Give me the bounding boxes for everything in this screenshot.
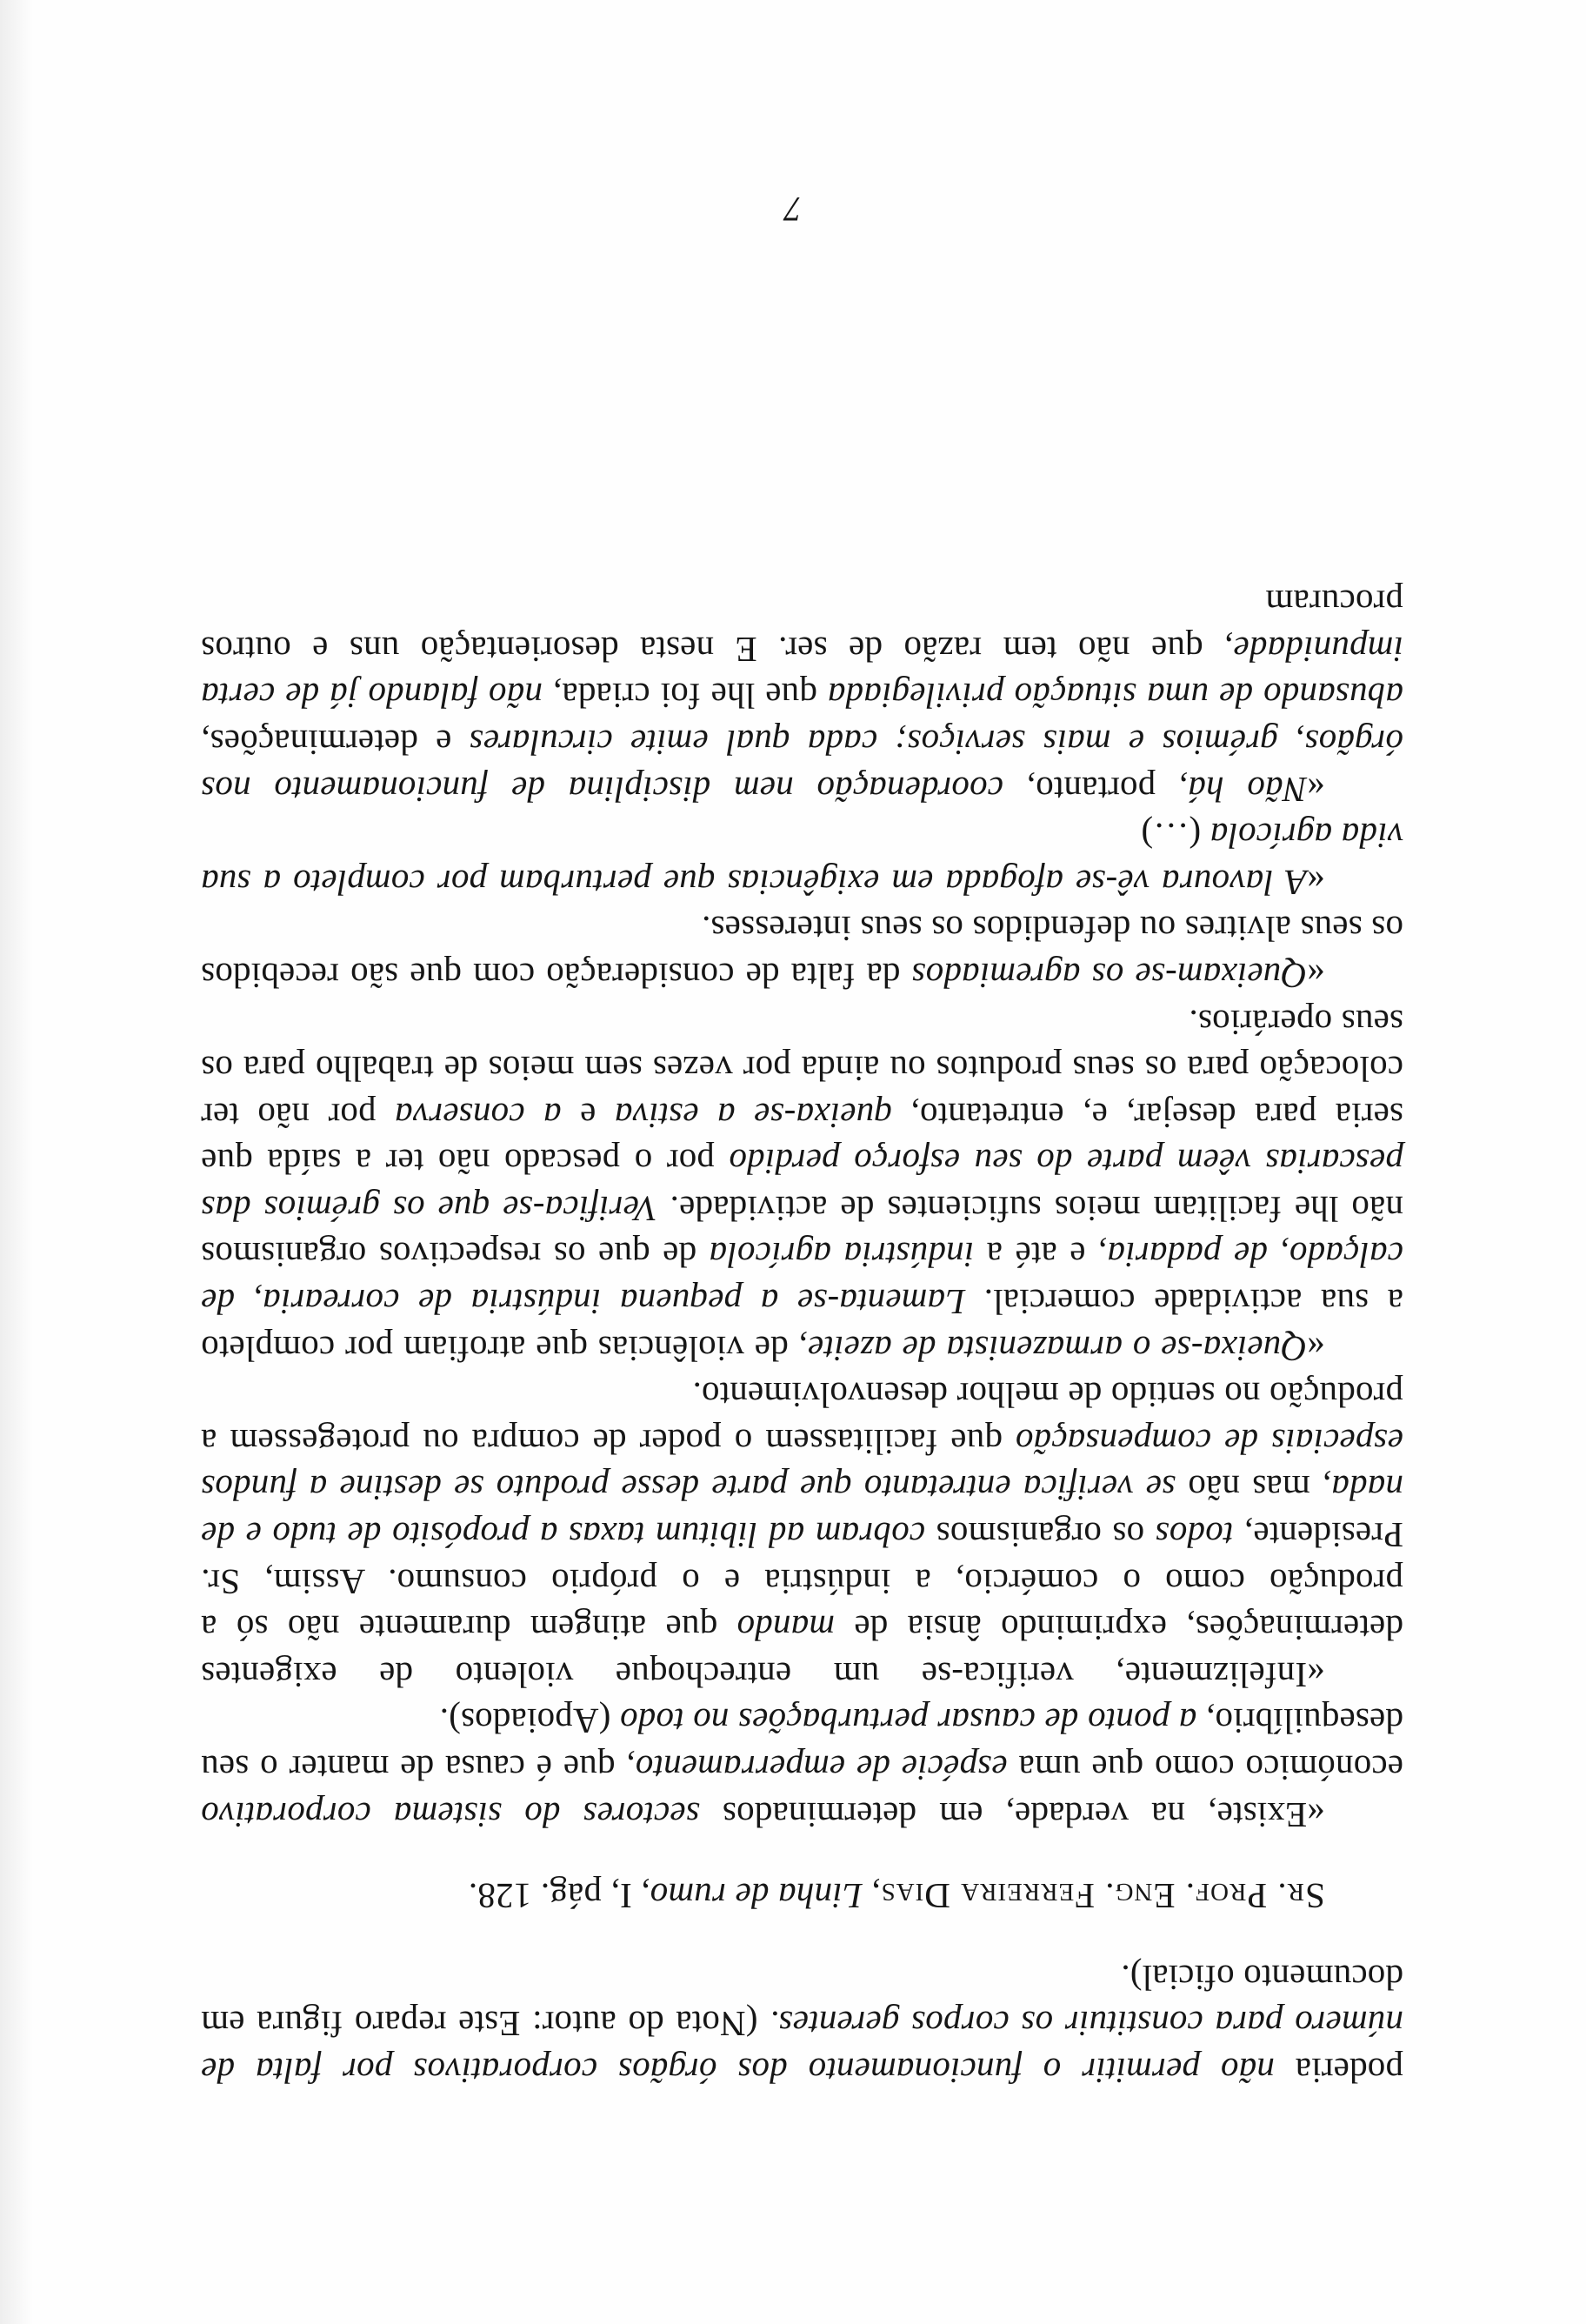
italic-text-run: indústria agrícola: [709, 1235, 975, 1276]
text-run: (Apoiados).: [439, 1701, 620, 1742]
italic-text-run: Linha de rumo: [650, 1876, 863, 1917]
text-run: da falta de consideração com que são recebidos os seus alvitres ou defendidos os seus interesses.: [201, 909, 1403, 996]
text-run: que é causa de manter o seu desequilíbrio,: [201, 1701, 1403, 1789]
text-block: [201, 579, 1403, 2094]
paragraph-quote: [201, 998, 1403, 1372]
text-run: «: [1307, 769, 1325, 810]
text-run: que facilitassem o poder de compra ou protegessem a produção no sentido de melhor desenvolvimento.: [201, 1375, 1403, 1462]
text-run: (…): [1141, 816, 1210, 857]
text-run: ,: [862, 1876, 881, 1917]
italic-text-run: Verifica-se que os grémios das pescarias vêem parte do seu esforço perdido: [201, 1142, 1403, 1229]
text-run: , I, pág. 128.: [468, 1876, 650, 1917]
italic-text-run: Lamenta-se a pequena indústria de correaria, de calçado, de padaria,: [201, 1235, 1403, 1323]
italic-text-run: A lavoura vê-se afogada em exigências que perturbam por completo a sua vida agrícola: [201, 816, 1403, 903]
text-run: que não tem razão de ser. E nesta desorientação uns e outros procuram: [201, 583, 1403, 670]
paragraph-citation: [201, 1873, 1403, 1920]
italic-text-run: todos: [1155, 1515, 1234, 1556]
text-run: por o pescado não ter a saída que seria para desejar, e, entretanto,: [201, 1095, 1403, 1183]
italic-text-run: Queixam-se os agremiados: [911, 955, 1308, 996]
italic-text-run: abusando de uma situação privilegiada: [827, 676, 1403, 717]
italic-text-run: Não há,: [1178, 769, 1308, 810]
text-run: por não ter colocação para os seus produtos ou ainda por vezes sem meios de trabalho para os seus operários.: [200, 1002, 1403, 1136]
text-run: «Infelizmente, verifica-se um entrechoque violento de exigentes determinações, exprimindo ânsia de: [201, 1608, 1403, 1695]
italic-text-run: Queixa-se o armazenista de azeite,: [798, 1328, 1308, 1369]
italic-text-run: queixa-se a estiva: [614, 1095, 892, 1136]
italic-text-run: não falando já de certa impunidade,: [201, 629, 1403, 717]
paragraph-quote: [201, 1372, 1403, 1698]
scan-edge-shading: [0, 0, 33, 2324]
text-run: e: [561, 1095, 615, 1136]
italic-text-run: se verifica entretanto que parte desse produto se destine a fundos especiais de compensação: [201, 1421, 1403, 1509]
text-run: «Existe, na verdade, em determinados: [699, 1794, 1325, 1835]
text-run: os organismos: [925, 1515, 1156, 1556]
italic-text-run: não permitir o funcionamento dos órgãos corporativos por falta de número para constituir os corpos gerentes.: [201, 2004, 1403, 2091]
paragraph-quote: [201, 812, 1403, 905]
paragraph-continuation: [201, 1953, 1403, 2094]
italic-text-run: mando: [736, 1608, 835, 1649]
text-run: de que os respectivos organismos não lhe facilitam meios suficientes de actividade.: [201, 1188, 1403, 1276]
small-caps-text-run: Sr. Prof. Eng. Ferreira Dias: [880, 1876, 1325, 1917]
paragraph-quote: [201, 905, 1403, 998]
text-run: «: [1307, 1328, 1325, 1369]
text-run: «: [1307, 862, 1325, 903]
paragraph-quote: [201, 1698, 1403, 1838]
italic-text-run: a ponto de causar perturbações no todo: [619, 1701, 1197, 1742]
paragraph-quote: [201, 579, 1403, 812]
italic-text-run: a conserva: [394, 1095, 562, 1136]
text-run: portanto,: [1003, 769, 1179, 810]
text-run: e até a: [974, 1235, 1098, 1276]
text-run: económico como que uma: [1007, 1748, 1403, 1789]
text-run: poderia: [1274, 2051, 1403, 2091]
page-number: 7: [784, 190, 802, 229]
italic-text-run: coordenação nem disciplina de funcionamento nos órgãos, grémios e mais serviços; cada qual emite circulares: [201, 722, 1403, 810]
text-run: e determinações,: [200, 722, 470, 763]
text-run: que lhe foi criada,: [542, 676, 828, 717]
italic-text-run: espécie de emperramento,: [626, 1748, 1008, 1789]
italic-text-run: sectores do sistema corporativo: [201, 1794, 700, 1835]
italic-text-run: cobram ad libitum taxas a propósito de tudo e de nada,: [200, 1468, 1403, 1556]
text-run: mas não: [1176, 1468, 1323, 1509]
text-run: (Nota do autor: Este reparo figura em documento oficial).: [201, 1957, 1403, 2045]
text-run: de violências que atrofiam por completo a sua actividade comercial.: [201, 1282, 1403, 1369]
text-run: que atingem duramente não só a produção como o comércio, a indústria e o próprio consumo. Assim, Sr. Presidente,: [201, 1515, 1403, 1649]
text-run: «: [1307, 955, 1325, 996]
